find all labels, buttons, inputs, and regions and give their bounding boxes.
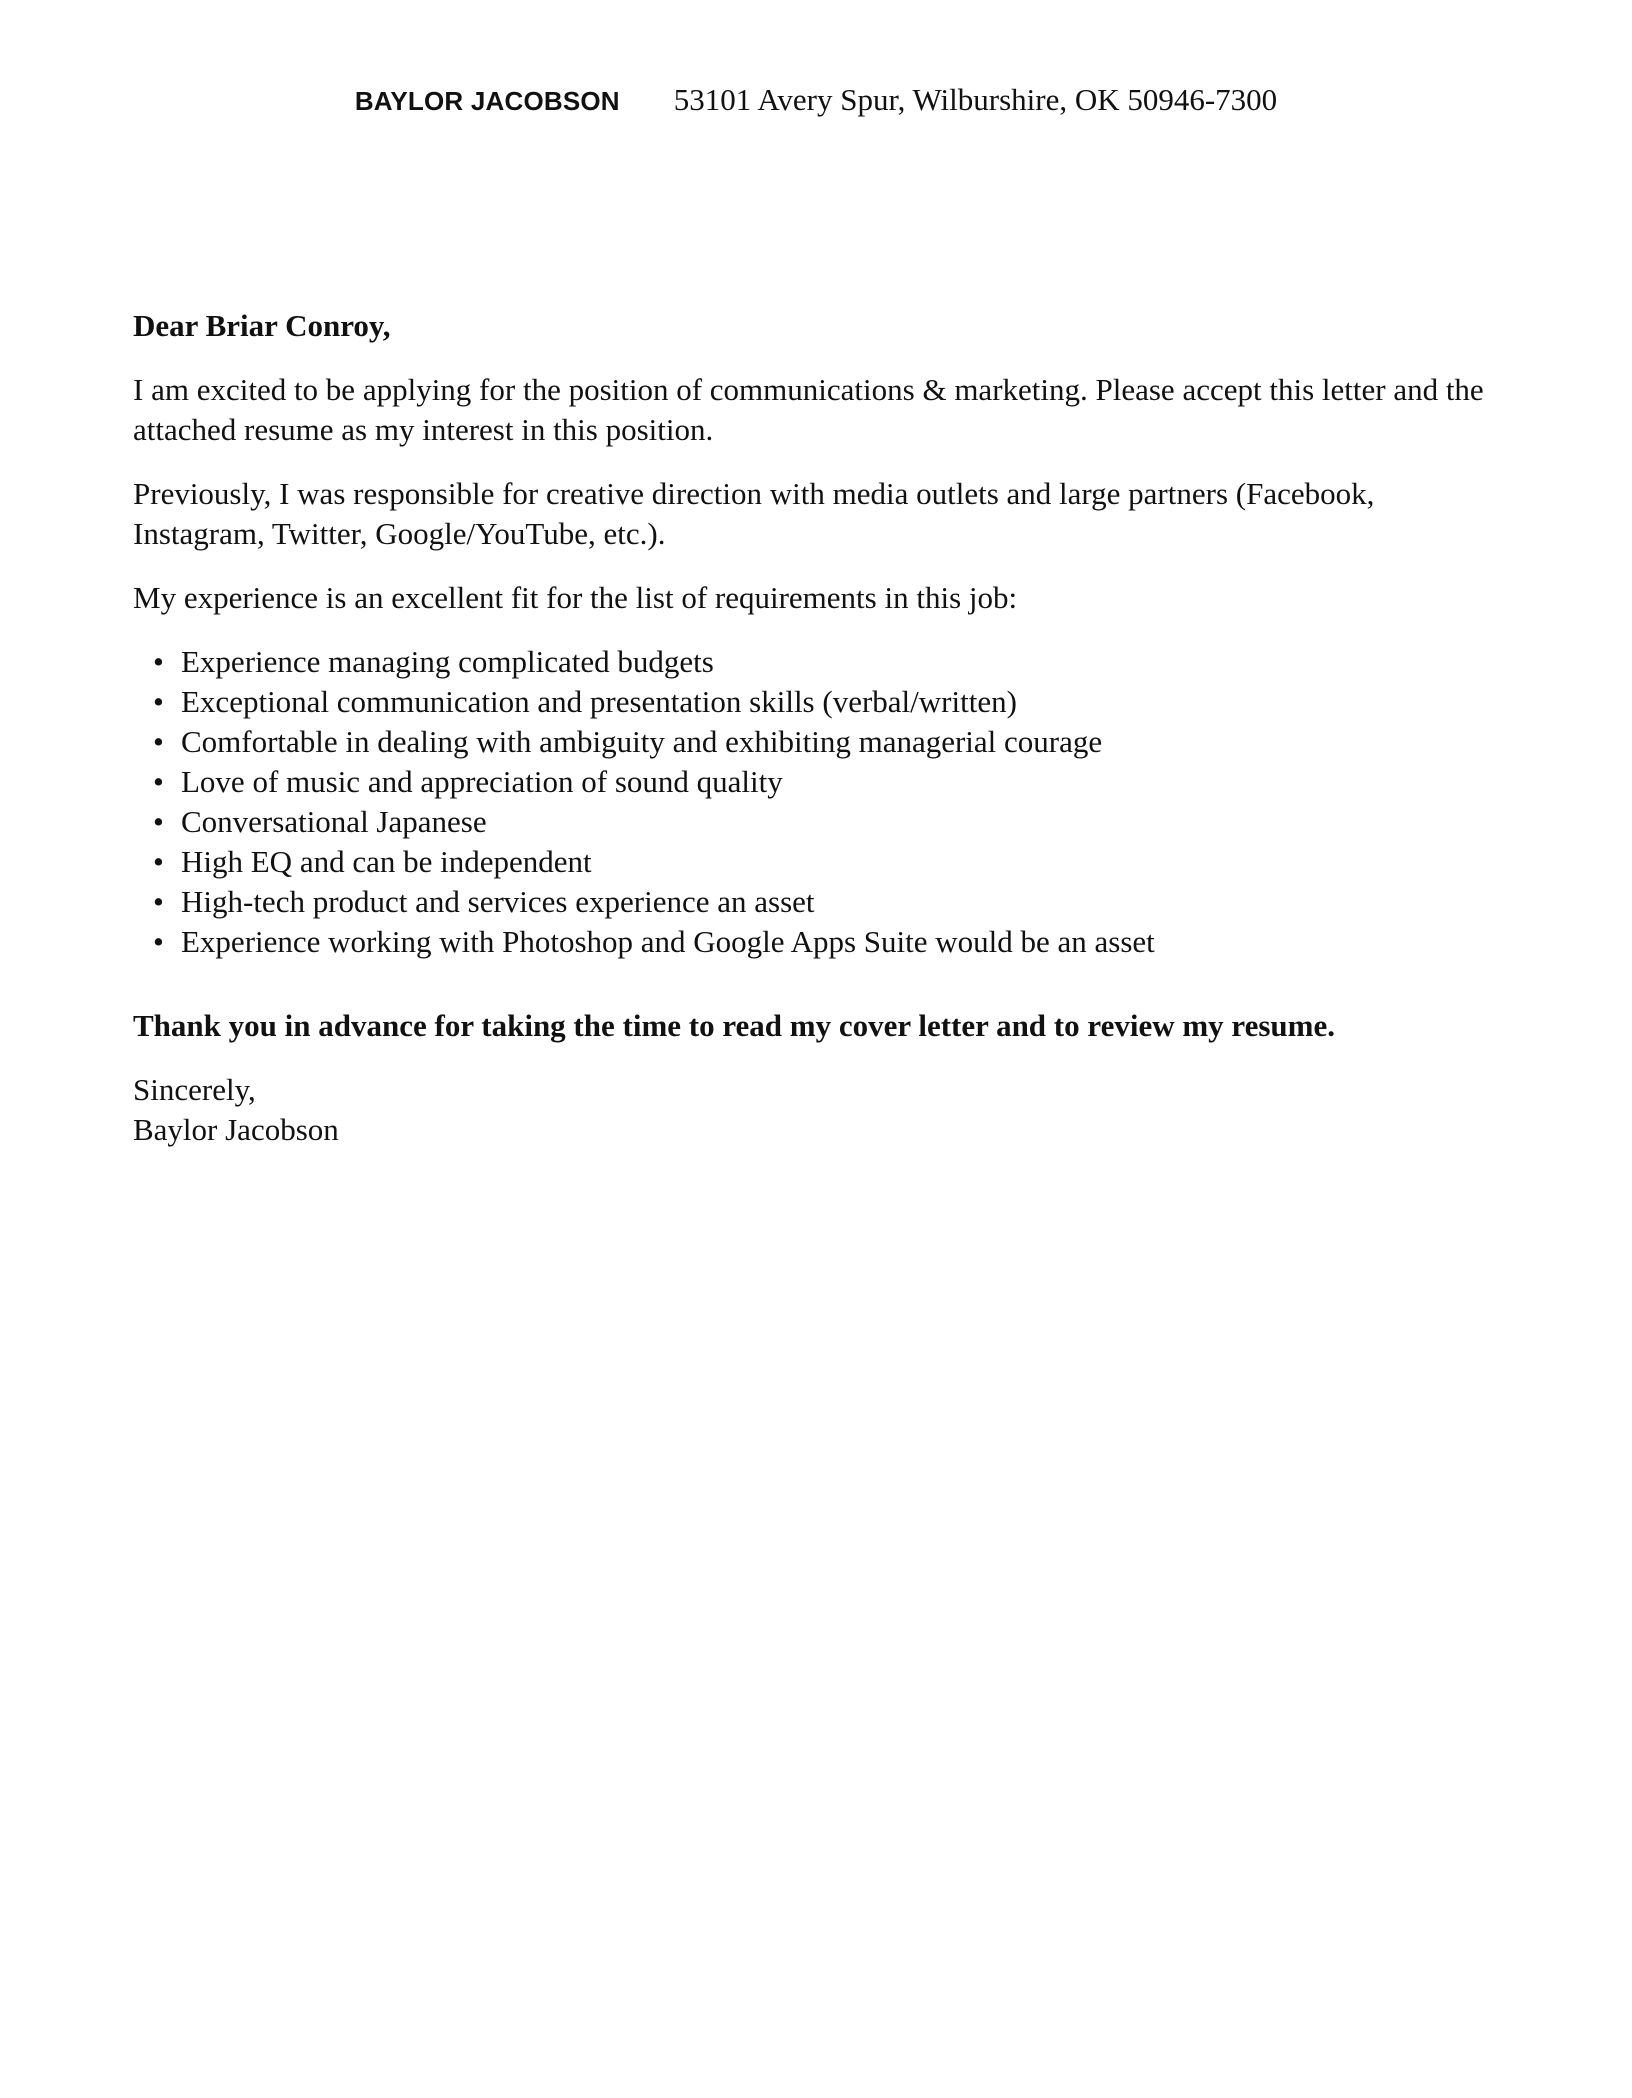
requirement-text: Experience working with Photoshop and Google Apps Suite would be an asset <box>181 924 1155 959</box>
list-item <box>153 642 1499 682</box>
requirement-text: Exceptional communication and presentation skills (verbal/written) <box>181 684 1017 719</box>
requirement-text: Love of music and appreciation of sound quality <box>181 764 783 799</box>
bullet-icon: • <box>153 804 164 839</box>
bullet-icon: • <box>153 884 164 919</box>
letter-body <box>133 306 1499 1150</box>
salutation: Dear Briar Conroy, <box>133 308 391 343</box>
paragraph-intro: I am excited to be applying for the position of communications & marketing. Please accept this letter and the attached resume as my interest in this position. <box>133 372 1484 447</box>
bullet-icon: • <box>153 844 164 879</box>
paragraph-fit: My experience is an excellent fit for the list of requirements in this job: <box>133 580 1018 615</box>
list-item <box>153 882 1499 922</box>
bullet-icon: • <box>153 684 164 719</box>
bullet-icon: • <box>153 764 164 799</box>
list-item <box>153 682 1499 722</box>
sender-address: 53101 Avery Spur, Wilburshire, OK 50946-7300 <box>673 82 1278 117</box>
requirement-text: High EQ and can be independent <box>181 844 592 879</box>
sender-name: BAYLOR JACOBSON <box>354 86 620 116</box>
requirement-text: Experience managing complicated budgets <box>181 644 714 679</box>
list-item <box>153 842 1499 882</box>
thank-you-line: Thank you in advance for taking the time to read my cover letter and to review my resume. <box>133 1008 1336 1043</box>
closing: Sincerely, <box>133 1072 256 1107</box>
requirement-text: Conversational Japanese <box>181 804 487 839</box>
signature: Baylor Jacobson <box>133 1112 339 1147</box>
requirement-text: High-tech product and services experience an asset <box>181 884 815 919</box>
bullet-icon: • <box>153 724 164 759</box>
requirements-list <box>133 642 1499 962</box>
list-item <box>153 802 1499 842</box>
list-item <box>153 722 1499 762</box>
bullet-icon: • <box>153 924 164 959</box>
paragraph-experience: Previously, I was responsible for creative direction with media outlets and large partners (Facebook, Instagram, Twitter, Google/YouTube, etc.). <box>133 476 1375 551</box>
requirement-text: Comfortable in dealing with ambiguity and exhibiting managerial courage <box>181 724 1103 759</box>
bullet-icon: • <box>153 644 164 679</box>
letter-header <box>0 82 1632 118</box>
list-item <box>153 762 1499 802</box>
list-item <box>153 922 1499 962</box>
